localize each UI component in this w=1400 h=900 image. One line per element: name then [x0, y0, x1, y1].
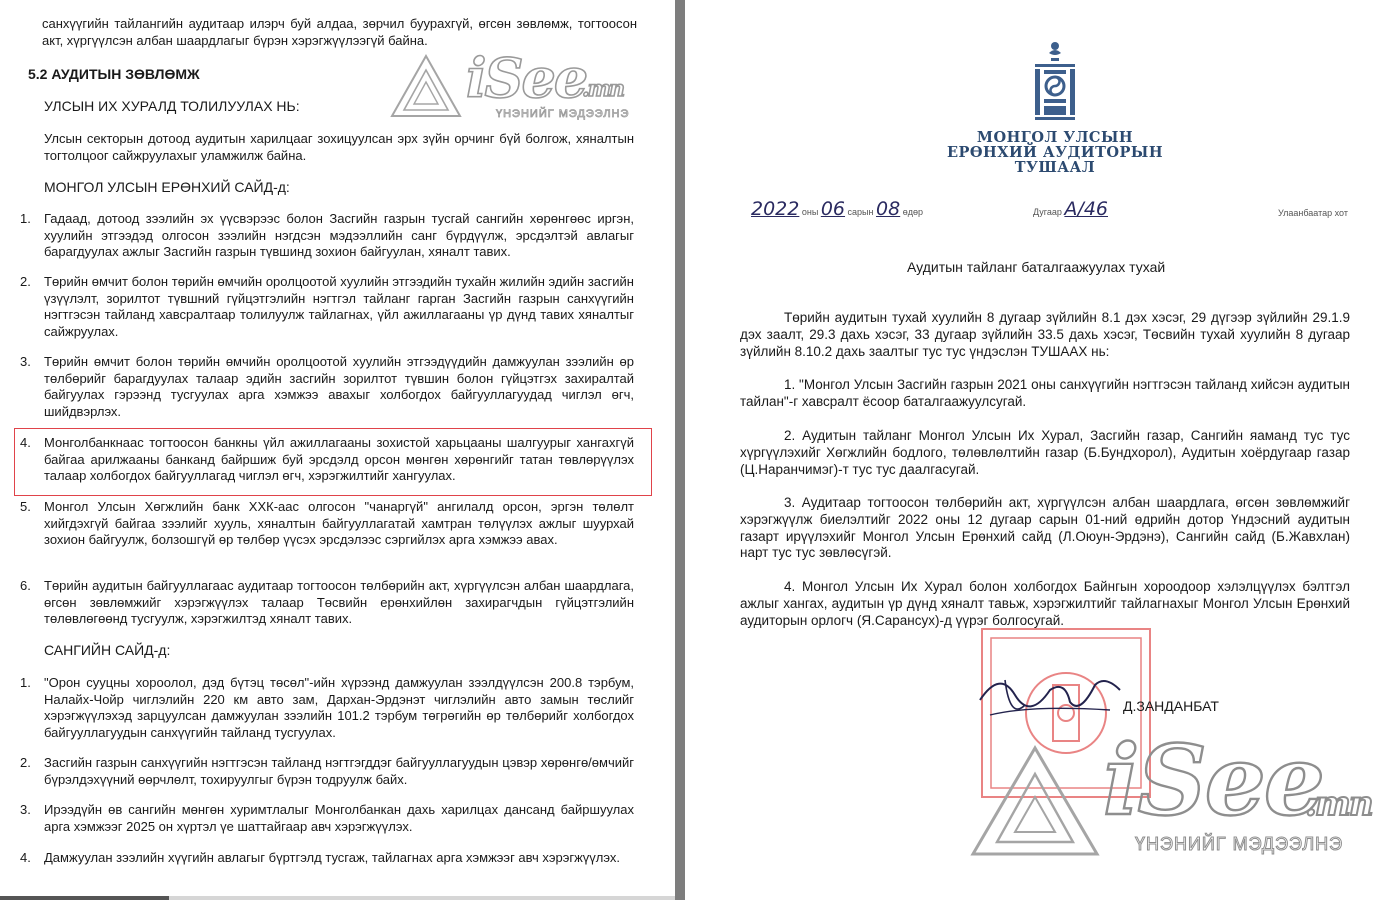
pm-item-6 [20, 578, 634, 628]
date-day-label: өдөр [902, 207, 923, 217]
pm-item-1 [20, 211, 634, 261]
pm-item-4 [20, 435, 634, 485]
order-date [751, 198, 923, 220]
city-label: Улаанбаатар хот [1278, 208, 1348, 218]
list-number: 4. [20, 850, 31, 865]
org-name-line-1: МОНГОЛ УЛСЫН [976, 129, 1134, 146]
order-number-label: Дугаар [1033, 207, 1062, 217]
fin-item-4 [20, 850, 634, 867]
list-number: 1. [20, 211, 31, 226]
order-number-value: А/46 [1064, 198, 1108, 220]
subhead-parliament: УЛСЫН ИХ ХУРАЛД ТОЛИЛУУЛАХ НЬ: [44, 98, 300, 114]
list-text: Монголбанкнаас тогтоосон банкны үйл ажиллагааны зохистой харьцааны шалгуурыг хангахгүй байгаа арилжааны банканд байршиж буй эрсдэлд орсон мөнгөн хөрөнгийг татан төвлөрүүлэх талаар холбогдох байгууллагад чиглэл өгч, хэрэгжилтийг хангуулах. [44, 435, 634, 483]
intro-paragraph: санхүүгийн тайлангийн аудитаар илэрч буй алдаа, зөрчил буурахгүй, өгсөн зөвлөмж, тогтоосон акт, хүргүүлсэн албан шаардлагыг бүрэн хэрэгжүүлээгүй байна. [42, 16, 637, 48]
list-text: Монгол Улсын Хөгжлийн банк ХХК-аас олгосон "чанаргүй" ангилалд орсон, эргэн төлөлт хийгдэхгүй байгаа зээлийг хууль, хяналтын байгууллагатай хамтран төлүүлэх ажлыг шуурхай зохион байгуулж, болзошгүй өр төлбөр үүсэх эрсдэлээс сэргийлэх арга хэмжээ авах. [44, 499, 634, 547]
order-clause-4: 4. Монгол Улсын Их Хурал болон холбогдох Байнгын хороодоор хэлэлцүүлэх бэлтгэл ажлыг хангах, аудитын үр дүнд хяналт тавьж, хэрэгжилтийг тайлагнахыг Монгол Улсын Ерөнхий аудиторын орлогч (Я.Сарансух)-д үүрэг болгосугай. [740, 579, 1350, 628]
fin-item-2 [20, 755, 634, 788]
list-text: Засгийн газрын санхүүгийн нэгтгэсэн тайланд нэгтгэгддэг байгууллагуудын цэвэр хөрөнгө/өмчийг бүрэлдэхүүний өөрчлөлт, тохируулгыг бүрэн тодруулж байх. [44, 755, 634, 787]
list-text: "Орон сууцны хороолол, дэд бүтэц төсөл"-ийн хүрээнд дамжуулан зээлдүүлсэн 200.8 тэрбум, Налайх-Чойр чиглэлийн 220 км авто зам, Дархан-Эрдэнэт чиглэлийн авто замын төслийг хэрэгжүүлэхэд зарцуулсан дамжуулан зээлийн 101.2 тэрбум төгрөгийн өр төлбөрийг холбогдох байгууллагуудын санхүүгийн тайланд тусгуулах. [44, 675, 634, 740]
parliament-paragraph: Улсын секторын дотоод аудитын харилцааг зохицуулсан эрх зүйн орчинг бүй болгож, хяналтын тогтолцоог сайжруулахыг уламжилж байна. [44, 131, 634, 163]
org-name-line-2: ЕРӨНХИЙ АУДИТОРЫН [946, 144, 1164, 161]
subhead-finance-minister: САНГИЙН САЙД-д: [44, 642, 171, 658]
list-text: Төрийн аудитын байгууллагаас аудитаар тогтоосон төлбөрийн акт, хүргүүлсэн албан шаардлага, өгсөн зөвлөмжийг хэрэгжүүлэх талаар Төсвийн ерөнхийлөн захирагчдын гүйцэтгэлийн төлөвлөгөөнд тусгуулж, хэрэгжилтэд хяналт тавих. [44, 578, 634, 626]
reading-progress-bar [0, 896, 675, 900]
order-clause-3: 3. Аудитаар тогтоосон төлбөрийн акт, хүргүүлсэн албан шаардлага, өгсөн зөвлөмжийг хэрэгжүүлж биелэлтийг 2022 оны 12 дугаар сарын 01-ний өдрийн дотор Үндэсний аудитын газарт ирүүлэхийг Монгол Улсын Ерөнхий сайд (Л.Оюун-Эрдэнэ), Сангийн сайд (Б.Жавхлан) нарт тус тус зөвлөсүгэй. [740, 495, 1350, 561]
order-clause-2: 2. Аудитын тайланг Монгол Улсын Их Хурал, Засгийн газар, Сангийн яаманд тус тус хүргүүлэхийг Хөгжлийн бодлого, төлөвлөлтийн газар (Б.Бундхорол), Аудитын хоёрдугаар газар (Ц.Наранчимэг)-т тус тус даалгасугай. [740, 428, 1350, 477]
watermark-brand: iSee [466, 46, 587, 110]
list-number: 3. [20, 802, 31, 817]
list-text: Дамжуулан зээлийн хүүгийн авлагыг бүртгэлд тусгаж, тайлагнах арга хэмжээг авч хэрэгжүүлэх. [44, 850, 620, 865]
signer-name: Д.ЗАНДАНБАТ [1123, 698, 1219, 714]
watermark-brand: iSee [1103, 724, 1323, 837]
date-month-label: сарын [847, 207, 874, 217]
order-preamble: Төрийн аудитын тухай хуулийн 8 дугаар зүйлийн 8.1 дэх хэсэг, 29 дүгээр зүйлийн 29.1.9 дэх заалт, 29.3 дахь хэсэг, 33 дугаар зүйлийн 33.5 дахь хэсэг, Төсвийн тухай хуулийн 8 дугаар зүйлийн 8.10.2 дахь заалтыг тус тус үндэслэн ТУШААХ нь: [740, 310, 1350, 359]
list-number: 2. [20, 755, 31, 770]
fin-item-3 [20, 802, 634, 835]
pm-item-5 [20, 499, 634, 549]
watermark-top [386, 46, 630, 127]
pm-item-2 [20, 274, 634, 340]
document-page-right [685, 0, 1400, 900]
reading-progress-fill [0, 896, 169, 900]
document-page-left [0, 0, 675, 900]
date-year: 2022 [751, 198, 800, 220]
order-clause-1: 1. "Монгол Улсын Засгийн газрын 2021 оны санхүүгийн нэгтгэсэн тайланд хийсэн аудитын тайлан"-г хавсралт ёсоор баталгаажуулсугай. [740, 377, 1350, 409]
list-number: 1. [20, 675, 31, 690]
date-day: 08 [876, 198, 901, 220]
list-number: 6. [20, 578, 31, 593]
list-number: 5. [20, 499, 31, 514]
subhead-prime-minister: МОНГОЛ УЛСЫН ЕРӨНХИЙ САЙД-д: [44, 179, 290, 195]
list-text: Ирээдүйн өв сангийн мөнгөн хуримтлалыг Монголбанкан дахь харилцах дансанд байршуулах арга хэмжээг 2025 он хүртэл үе шаттайгаар авч хэрэгжүүлэх. [44, 802, 634, 834]
pm-item-3 [20, 354, 634, 420]
date-year-label: оны [801, 207, 819, 217]
list-text: Төрийн өмчит болон төрийн өмчийн оролцоотой хуулийн этгээдүүдийн дамжуулан зээлийн өр төлбөрийг барагдуулах талаар эдийн засгийн зорилтот түвшин болон гүйцэтгэх захиралтай байгуулах гэрээнд тусгуулах арга хэмжээ авахыг холбогдох байгууллагуудад чиглэл өгч, шийдвэрлэх. [44, 354, 634, 419]
signature-icon [970, 660, 1130, 730]
watermark-domain: .mn [582, 76, 623, 102]
org-name-line-3: ТУШААЛ [1014, 159, 1096, 176]
list-text: Гадаад, дотоод зээлийн эх үүсвэрээс болон Засгийн газрын тусгай сангийн хөрөнгөөс иргэн, хуулийн этгээдэд олгосон зээлийн нэгдсэн мэдээллийн санг бүрдүүлж, эрсдэлтэй авлагыг барагдуулах ажлыг Засгийн газрын түвшинд зохион байгуулан, хяналт тавих. [44, 211, 634, 259]
state-emblem-icon [1030, 40, 1080, 122]
fin-item-1 [20, 675, 634, 741]
watermark-tagline: ҮНЭНИЙГ МЭДЭЭЛНЭ [1135, 834, 1344, 854]
list-number: 2. [20, 274, 31, 289]
section-title: 5.2 АУДИТЫН ЗӨВЛӨМЖ [28, 66, 200, 82]
organization-name [885, 130, 1225, 175]
list-text: Төрийн өмчит болон төрийн өмчийн оролцоотой хуулийн этгээдийн тухайн жилийн эдийн засгийн үзүүлэлт, зорилтот түвшний гүйцэтгэлийн нэгтгэл тайланг гарган Засгийн газрын санхүүгийн нэгтгэсэн тайланд хавсралтаар толилуулж тайлагнах, үйл ажиллагааны үр дүнд тавих хяналтыг сайжруулах. [44, 274, 634, 339]
list-number: 4. [20, 435, 31, 450]
document-title: Аудитын тайланг баталгаажуулах тухай [907, 259, 1166, 275]
date-month: 06 [820, 198, 846, 220]
list-number: 3. [20, 354, 31, 369]
isee-logo-icon [386, 52, 466, 122]
order-number [1033, 198, 1108, 220]
watermark-domain: .mn [1305, 784, 1372, 824]
watermark-tagline: ҮНЭНИЙГ МЭДЭЭЛНЭ [496, 108, 630, 120]
page-divider [675, 0, 685, 900]
